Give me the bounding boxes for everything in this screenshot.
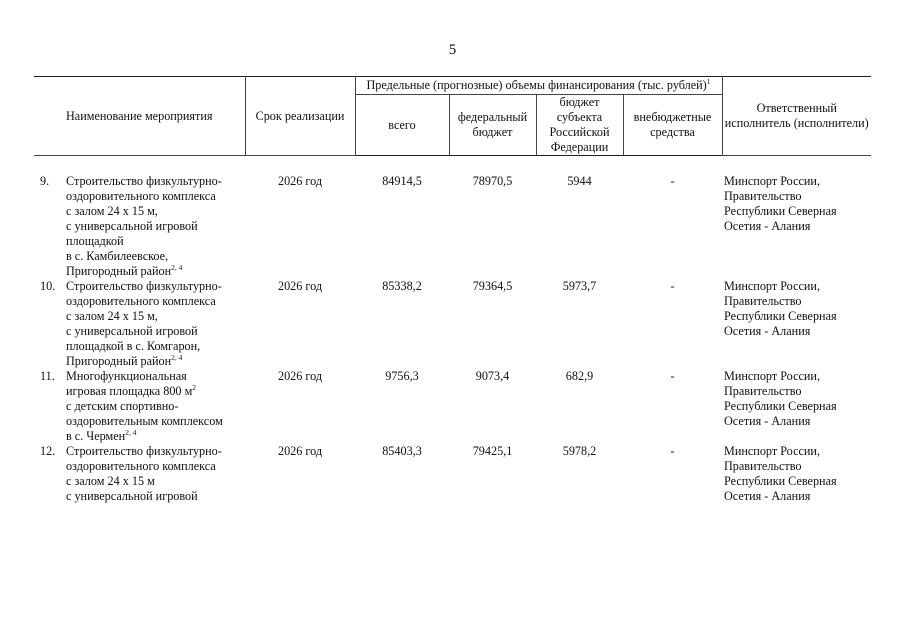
row-name-cell: [34, 369, 245, 444]
row-regional: 5944: [567, 174, 592, 188]
row-extrabudget: -: [670, 369, 675, 383]
financing-table: [34, 76, 871, 504]
row-name: Многофункциональная игровая площадка 800 $м^2$ с детским спортивно- оздоровительным комплексом в с. Чермен$^{2, 4}$: [66, 369, 223, 443]
row-regional: 682,9: [565, 369, 594, 383]
row-federal: 79425,1: [472, 444, 513, 458]
row-name: Строительство физкультурно- оздоровительного комплекса с залом 24 x 15 м, с универсальной игровой площадкой в с. Камбилеевское, Пригородный район$^{2, 4}$: [66, 174, 222, 278]
row-federal: 9073,4: [475, 369, 510, 383]
table-row: [34, 279, 871, 369]
row-total: 85403,3: [382, 444, 422, 458]
row-number: 11.: [40, 369, 55, 383]
table-row: [34, 369, 871, 444]
col-header-extrabudget: внебюджетные средства: [623, 95, 722, 156]
row-name-cell: [34, 174, 245, 279]
col-header-term: Срок реализации: [245, 77, 355, 156]
row-term: 2026 год: [277, 444, 323, 458]
row-responsible: Минспорт России, Правительство Республики Северная Осетия - Алания: [724, 279, 837, 338]
row-total: 84914,5: [382, 174, 422, 188]
row-regional: 5973,7: [562, 279, 597, 293]
col-header-regional: бюджет субъекта Российской Федерации: [536, 95, 623, 156]
row-number: 9.: [40, 174, 50, 188]
col-header-responsible: Ответственный исполнитель (исполнители): [722, 77, 871, 156]
row-responsible: Минспорт России, Правительство Республики Северная Осетия - Алания: [724, 444, 837, 503]
row-total: 9756,3: [385, 369, 419, 383]
row-term: 2026 год: [277, 174, 323, 188]
row-responsible: Минспорт России, Правительство Республики Северная Осетия - Алания: [724, 174, 837, 233]
row-number: 12.: [40, 444, 56, 458]
table-row: [34, 174, 871, 279]
row-extrabudget: -: [670, 279, 675, 293]
col-header-funding: Предельные (прогнозные) объемы финансирования (тыс. рублей)$^1$: [355, 77, 722, 95]
row-total: 85338,2: [382, 279, 422, 293]
row-name: Строительство физкультурно- оздоровительного комплекса с залом 24 x 15 м, с универсальной игровой площадкой в с. Комгарон, Пригородный район$^{2, 4}$: [66, 279, 222, 368]
row-number: 10.: [40, 279, 56, 293]
page-number: 5: [448, 42, 457, 58]
col-header-federal: федеральный бюджет: [449, 95, 536, 156]
col-header-total: всего: [355, 95, 449, 156]
col-header-name: Наименование мероприятия: [34, 77, 245, 156]
row-extrabudget: -: [670, 174, 675, 188]
row-term: 2026 год: [277, 279, 323, 293]
row-regional: 5978,2: [562, 444, 597, 458]
row-federal: 79364,5: [472, 279, 513, 293]
row-name-cell: [34, 279, 245, 369]
table-row: [34, 444, 871, 504]
row-term: 2026 год: [277, 369, 323, 383]
row-name-cell: [34, 444, 245, 504]
row-name: Строительство физкультурно- оздоровительного комплекса с залом 24 x 15 м с универсальной игровой: [66, 444, 222, 503]
row-federal: 78970,5: [472, 174, 513, 188]
row-responsible: Минспорт России, Правительство Республики Северная Осетия - Алания: [724, 369, 837, 428]
row-extrabudget: -: [670, 444, 675, 458]
